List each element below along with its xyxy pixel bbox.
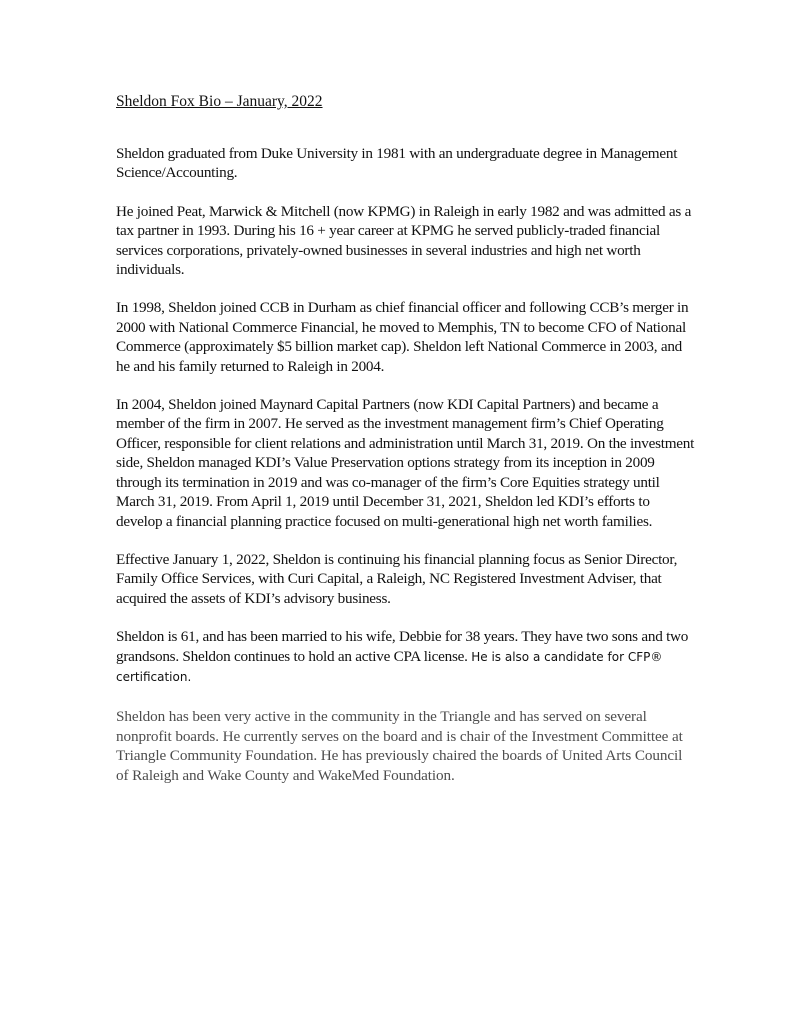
- document-title: Sheldon Fox Bio – January, 2022: [116, 93, 323, 110]
- family-cfp-text: He is also a candidate for CFP® certification.: [116, 649, 663, 684]
- paragraph-education: Sheldon graduated from Duke University in 1981 with an undergraduate degree in Management Science/Accounting.: [116, 145, 678, 182]
- paragraph-family: [116, 627, 696, 687]
- paragraph-community: Sheldon has been very active in the community in the Triangle and has served on several nonprofit boards. He currently serves on the board and is chair of the Investment Committee at Triangle Community Foundation. He has previously chaired the boards of United Arts Council of Raleigh and Wake County and WakeMed Foundation.: [116, 708, 683, 784]
- document-body: [116, 92, 696, 804]
- family-main-text: Sheldon is 61, and has been married to his wife, Debbie for 38 years. They have two sons and two grandsons. Sheldon continues to hold an active CPA license.: [116, 628, 689, 665]
- paragraph-kpmg: He joined Peat, Marwick & Mitchell (now KPMG) in Raleigh in early 1982 and was admitted as a tax partner in 1993. During his 16 + year career at KPMG he served publicly-traded financial services corporations, privately-owned businesses in several industries and high net worth individuals.: [116, 202, 692, 279]
- paragraph-ccb: In 1998, Sheldon joined CCB in Durham as chief financial officer and following CCB’s merger in 2000 with National Commerce Financial, he moved to Memphis, TN to become CFO of National Commerce (approximately $5 billion market cap). Sheldon left National Commerce in 2003, and he and his family returned to Raleigh in 2004.: [116, 299, 689, 375]
- paragraph-curi: Effective January 1, 2022, Sheldon is continuing his financial planning focus as Senior Director, Family Office Services, with Curi Capital, a Raleigh, NC Registered Investment Adviser, that acquired the assets of KDI’s advisory business.: [116, 550, 678, 607]
- paragraph-kdi: In 2004, Sheldon joined Maynard Capital Partners (now KDI Capital Partners) and became a member of the firm in 2007. He served as the investment management firm’s Chief Operating Officer, responsible for client relations and administration until March 31, 2019. On the investment side, Sheldon managed KDI’s Value Preservation options strategy from its inception in 2009 through its termination in 2019 and was co-manager of the firm’s Core Equities strategy until March 31, 2019. From April 1, 2019 until December 31, 2021, Sheldon led KDI’s efforts to develop a financial planning practice focused on multi-generational high net worth families.: [116, 396, 695, 530]
